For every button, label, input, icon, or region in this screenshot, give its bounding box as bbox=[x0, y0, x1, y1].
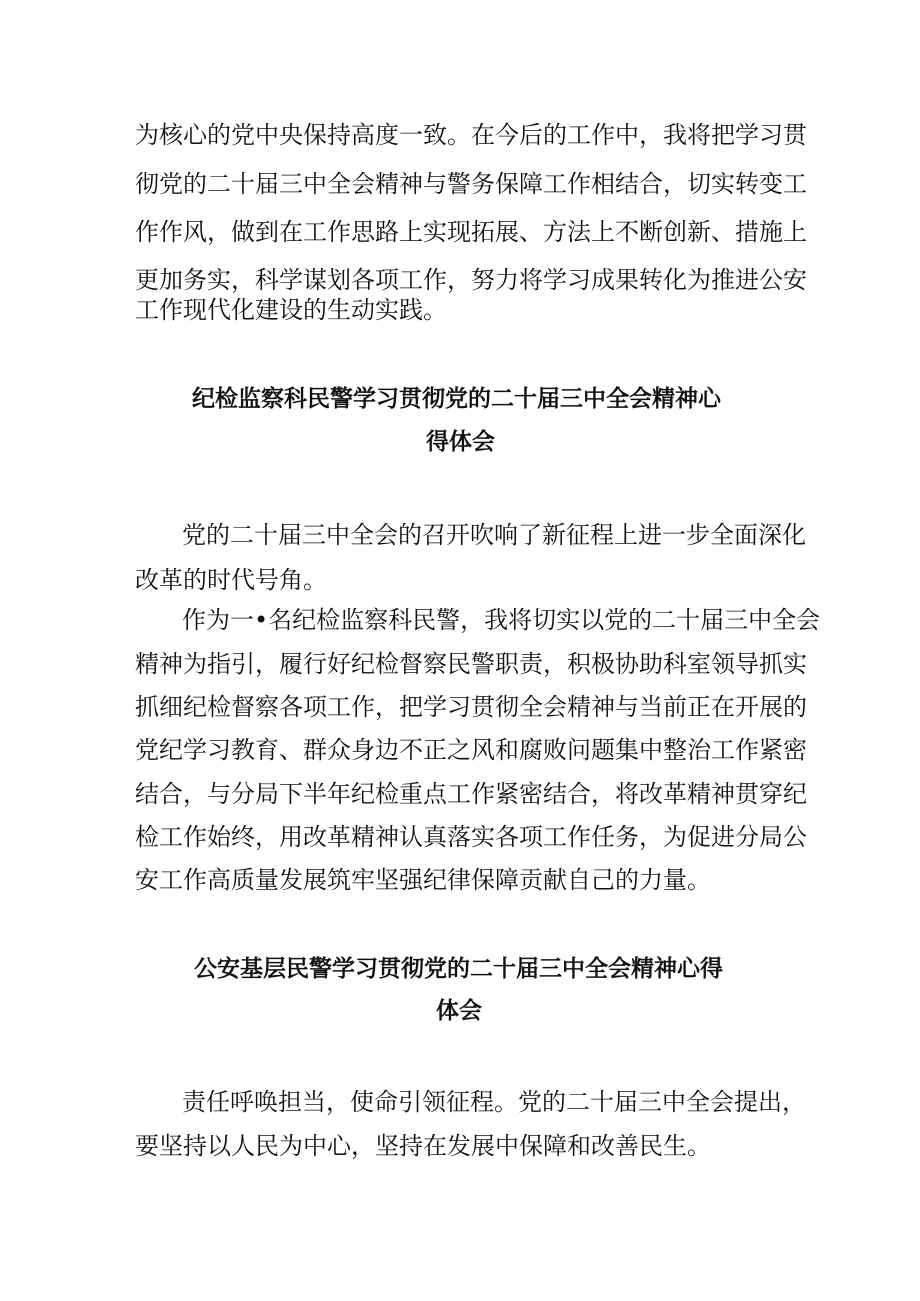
paragraph-line: 改革的时代号角。 bbox=[135, 566, 327, 594]
paragraph-line: 工作现代化建设的生动实践。 bbox=[135, 296, 447, 324]
section-title-line: 得体会 bbox=[426, 429, 495, 455]
paragraph-line: 为核心的党中央保持高度一致。在今后的工作中，我将把学习贯 bbox=[135, 121, 807, 149]
paragraph-line: 党的二十届三中全会的召开吹响了新征程上进一步全面深化 bbox=[182, 521, 806, 549]
paragraph-line: 结合，与分局下半年纪检重点工作紧密结合，将改革精神贯穿纪 bbox=[135, 780, 807, 808]
paragraph-line: 党纪学习教育、群众身边不正之风和腐败问题集中整治工作紧密 bbox=[135, 736, 807, 764]
section-title-line: 体会 bbox=[436, 998, 482, 1024]
paragraph-line: 要坚持以人民为中心，坚持在发展中保障和改善民生。 bbox=[135, 1132, 711, 1160]
paragraph-line: 作为一•名纪检监察科民警，我将切实以党的二十届三中全会 bbox=[182, 606, 821, 634]
section-title-line: 纪检监察科民警学习贯彻党的二十届三中全会精神心 bbox=[192, 386, 721, 412]
section-title-line: 公安基层民警学习贯彻党的二十届三中全会精神心得 bbox=[194, 956, 723, 982]
paragraph-line: 精神为指引，履行好纪检督察民警职责，积极协助科室领导抓实 bbox=[135, 650, 807, 678]
paragraph-line: 更加务实，科学谋划各项工作，努力将学习成果转化为推进公安 bbox=[135, 266, 807, 294]
paragraph-line: 安工作高质量发展筑牢坚强纪律保障贡献自己的力量。 bbox=[135, 866, 711, 894]
paragraph-line: 彻党的二十届三中全会精神与警务保障工作相结合，切实转变工 bbox=[135, 170, 807, 198]
paragraph-line: 检工作始终，用改革精神认真落实各项工作任务，为促进分局公 bbox=[135, 823, 807, 851]
paragraph-line: 抓细纪检督察各项工作，把学习贯彻全会精神与当前正在开展的 bbox=[135, 693, 807, 721]
paragraph-line: 责任呼唤担当，使命引领征程。党的二十届三中全会提出， bbox=[182, 1088, 806, 1116]
paragraph-line: 作作风，做到在工作思路上实现拓展、方法上不断创新、措施上 bbox=[135, 218, 807, 246]
